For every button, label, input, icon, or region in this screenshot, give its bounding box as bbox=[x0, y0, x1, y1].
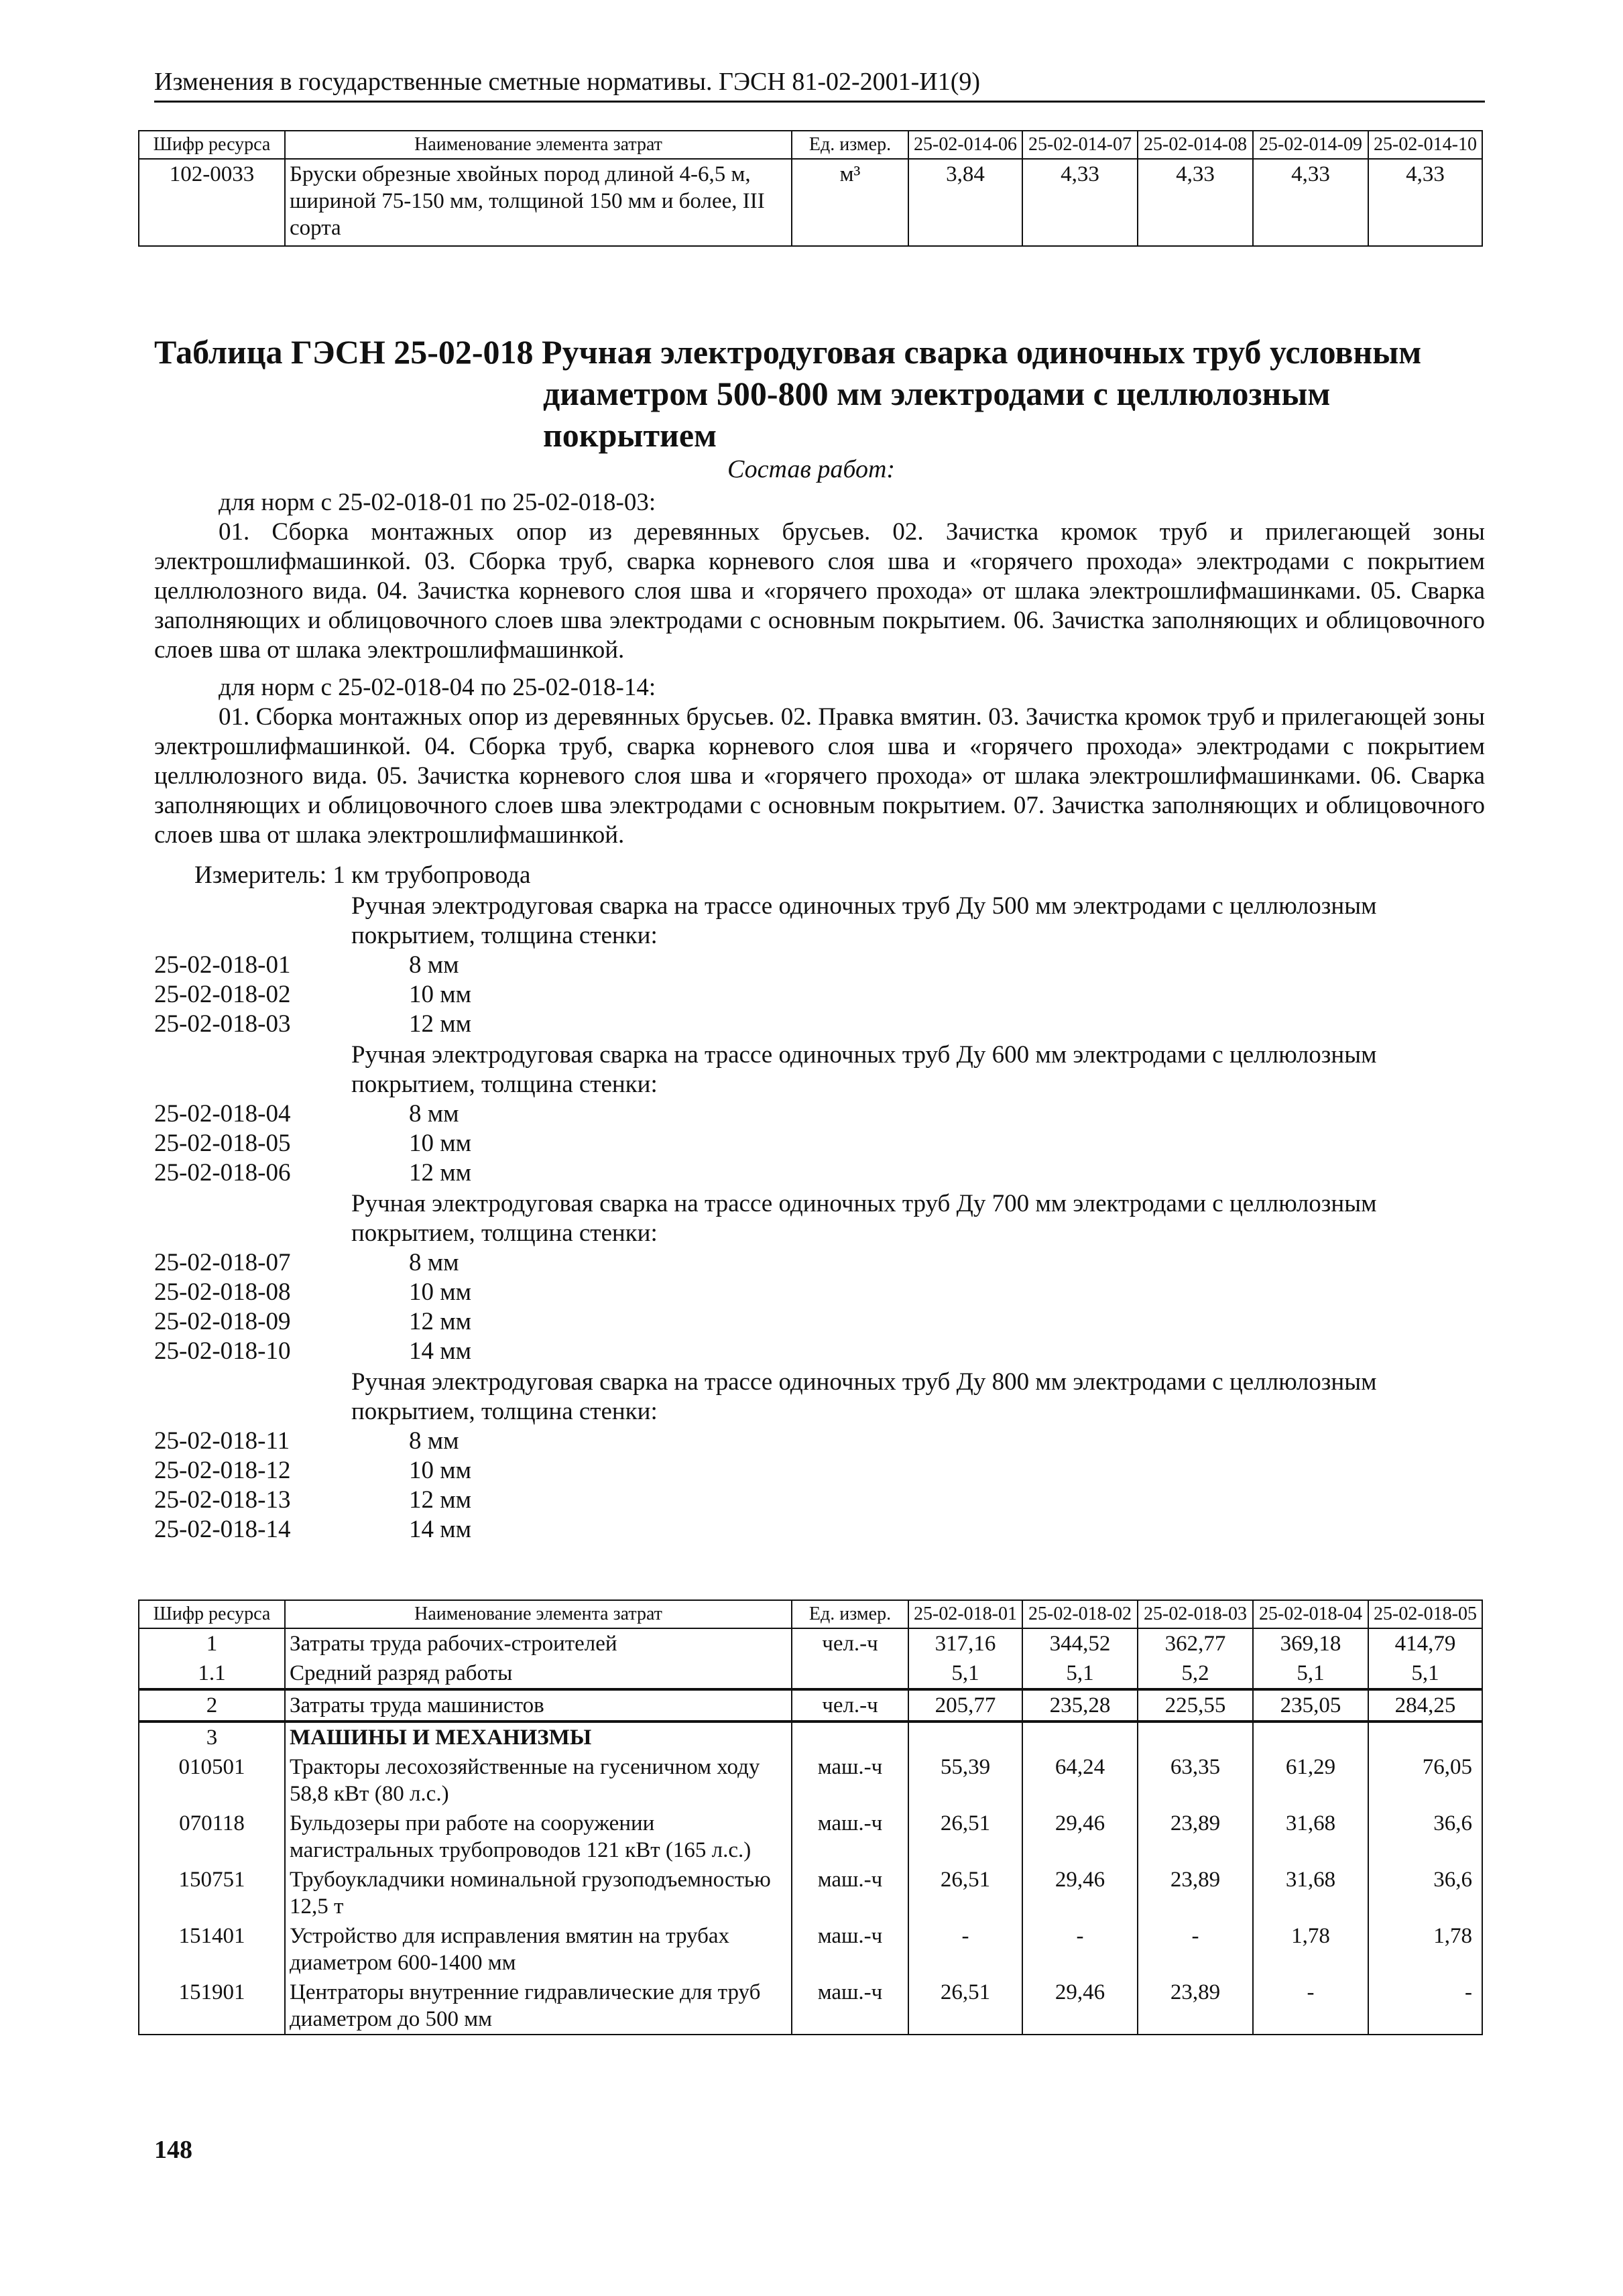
cell-name: Центраторы внутренние гидравлические для труб диаметром до 500 мм bbox=[285, 1978, 792, 2035]
cell-value bbox=[1022, 1721, 1138, 1752]
header-code: Шифр ресурса bbox=[139, 131, 285, 159]
operations-text-1 bbox=[154, 518, 1485, 665]
cell-code: 102-0033 bbox=[139, 159, 285, 246]
section-title-line2: диаметром 500-800 мм электродами с целлюлозным покрытием bbox=[543, 375, 1331, 454]
norm-value: 14 мм bbox=[409, 1516, 472, 1543]
cell-unit: маш.-ч bbox=[792, 1921, 908, 1978]
cell-value: 36,6 bbox=[1368, 1865, 1482, 1921]
cell-value: 205,77 bbox=[908, 1689, 1022, 1721]
norm-code: 25-02-018-08 bbox=[154, 1278, 291, 1306]
cell-value bbox=[1138, 1721, 1253, 1752]
cell-name: Средний разряд работы bbox=[285, 1658, 792, 1689]
norm-item bbox=[154, 1307, 471, 1337]
norm-code: 25-02-018-10 bbox=[154, 1337, 291, 1365]
norm-value: 12 мм bbox=[409, 1308, 472, 1335]
table-header-row bbox=[139, 1600, 1482, 1628]
cell-value: 36,6 bbox=[1368, 1809, 1482, 1865]
group-description: Ручная электродуговая сварка на трассе одиночных труб Ду 600 мм электродами с целлюлозным покрытием, толщина стенки: bbox=[351, 1041, 1377, 1098]
group-description: Ручная электродуговая сварка на трассе одиночных труб Ду 700 мм электродами с целлюлозным покрытием, толщина стенки: bbox=[351, 1190, 1377, 1247]
operations-text-2 bbox=[154, 703, 1485, 850]
continuation-table bbox=[138, 130, 1483, 247]
norm-code: 25-02-018-01 bbox=[154, 951, 291, 979]
cell-code: 151401 bbox=[139, 1921, 285, 1978]
cell-code: 150751 bbox=[139, 1865, 285, 1921]
resource-table bbox=[138, 1599, 1483, 2035]
cell-unit bbox=[792, 1721, 908, 1752]
norm-value: 8 мм bbox=[409, 951, 459, 979]
norms-range-2: для норм с 25-02-018-04 по 25-02-018-14: bbox=[219, 674, 656, 701]
norm-item bbox=[154, 1486, 471, 1515]
cell-name: Трубоукладчики номинальной грузоподъемностью 12,5 т bbox=[285, 1865, 792, 1921]
norm-item bbox=[154, 1456, 471, 1486]
cell-name: Устройство для исправления вмятин на трубах диаметром 600-1400 мм bbox=[285, 1921, 792, 1978]
cell-name: Тракторы лесохозяйственные на гусеничном ходу 58,8 кВт (80 л.с.) bbox=[285, 1752, 792, 1809]
cell-value: 362,77 bbox=[1138, 1628, 1253, 1658]
cell-value: - bbox=[1022, 1921, 1138, 1978]
table-row bbox=[139, 1921, 1482, 1978]
cell-code: 070118 bbox=[139, 1809, 285, 1865]
cell-unit: маш.-ч bbox=[792, 1865, 908, 1921]
cell-value: 5,1 bbox=[1022, 1658, 1138, 1689]
cell-value: 5,1 bbox=[1253, 1658, 1368, 1689]
cell-value: 23,89 bbox=[1138, 1978, 1253, 2035]
cell-value: 1,78 bbox=[1368, 1921, 1482, 1978]
table-row bbox=[139, 1865, 1482, 1921]
norm-value: 14 мм bbox=[409, 1337, 472, 1365]
norm-code: 25-02-018-12 bbox=[154, 1457, 291, 1484]
norm-value: 10 мм bbox=[409, 981, 472, 1008]
cell-value bbox=[1368, 1721, 1482, 1752]
cell-value: 344,52 bbox=[1022, 1628, 1138, 1658]
header-norm: 25-02-014-09 bbox=[1253, 131, 1368, 159]
section-title-line1: Таблица ГЭСН 25-02-018 Ручная электродуговая сварка одиночных труб условным bbox=[154, 333, 1422, 371]
header-code: Шифр ресурса bbox=[139, 1600, 285, 1628]
norm-value: 8 мм bbox=[409, 1249, 459, 1276]
norm-item bbox=[154, 1129, 471, 1158]
norms-range-1: для норм с 25-02-018-01 по 25-02-018-03: bbox=[219, 489, 656, 516]
norm-item bbox=[154, 1010, 471, 1039]
norm-code: 25-02-018-14 bbox=[154, 1516, 291, 1543]
header-name: Наименование элемента затрат bbox=[285, 1600, 792, 1628]
cell-value: - bbox=[908, 1921, 1022, 1978]
header-unit: Ед. измер. bbox=[792, 1600, 908, 1628]
cell-code: 1 bbox=[139, 1628, 285, 1658]
cell-name: МАШИНЫ И МЕХАНИЗМЫ bbox=[285, 1721, 792, 1752]
cell-value: 414,79 bbox=[1368, 1628, 1482, 1658]
cell-unit: чел.-ч bbox=[792, 1689, 908, 1721]
group-description: Ручная электродуговая сварка на трассе одиночных труб Ду 800 мм электродами с целлюлозным покрытием, толщина стенки: bbox=[351, 1368, 1377, 1425]
norm-value: 12 мм bbox=[409, 1486, 472, 1514]
norm-code: 25-02-018-03 bbox=[154, 1010, 291, 1038]
norm-code: 25-02-018-09 bbox=[154, 1308, 291, 1335]
norm-value: 10 мм bbox=[409, 1278, 472, 1306]
header-norm: 25-02-018-01 bbox=[908, 1600, 1022, 1628]
table-row bbox=[139, 1752, 1482, 1809]
table-row bbox=[139, 1658, 1482, 1689]
cell-code: 1.1 bbox=[139, 1658, 285, 1689]
cell-value: 235,05 bbox=[1253, 1689, 1368, 1721]
norm-item bbox=[154, 1248, 459, 1278]
cell-value: 5,2 bbox=[1138, 1658, 1253, 1689]
cell-value: 4,33 bbox=[1138, 159, 1253, 246]
cell-value: - bbox=[1253, 1978, 1368, 2035]
cell-value: 5,1 bbox=[1368, 1658, 1482, 1689]
header-norm: 25-02-018-03 bbox=[1138, 1600, 1253, 1628]
group-description: Ручная электродуговая сварка на трассе одиночных труб Ду 500 мм электродами с целлюлозным покрытием, толщина стенки: bbox=[351, 892, 1377, 949]
cell-value: 23,89 bbox=[1138, 1809, 1253, 1865]
cell-code: 2 bbox=[139, 1689, 285, 1721]
cell-value: - bbox=[1368, 1978, 1482, 2035]
norm-item bbox=[154, 951, 459, 980]
cell-value: 31,68 bbox=[1253, 1809, 1368, 1865]
cell-name: Бруски обрезные хвойных пород длиной 4-6,5 м, шириной 75-150 мм, толщиной 150 мм и более, III сорта bbox=[285, 159, 792, 246]
header-norm: 25-02-018-05 bbox=[1368, 1600, 1482, 1628]
norm-value: 10 мм bbox=[409, 1130, 472, 1157]
norm-code: 25-02-018-05 bbox=[154, 1130, 291, 1157]
table-header-row bbox=[139, 131, 1482, 159]
cell-value: 4,33 bbox=[1022, 159, 1138, 246]
header-unit: Ед. измер. bbox=[792, 131, 908, 159]
cell-value: 76,05 bbox=[1368, 1752, 1482, 1809]
cell-code: 010501 bbox=[139, 1752, 285, 1809]
operations-list-1: 01. Сборка монтажных опор из деревянных брусьев. 02. Зачистка кромок труб и прилегающей зоны электрошлифмашинкой. 03. Сборка труб, сварка корневого слоя шва и «горячего прохода» электродами с покрытием целлюлозного вида. 04. Зачистка корневого слоя шва и «горячего прохода» от шлака электрошлифмашинками. 05. Сварка заполняющих и облицовочного слоев шва электродами с основным покрытием. 06. Зачистка заполняющих и облицовочного слоев шва от шлака электрошлифмашинкой. bbox=[154, 518, 1485, 664]
norm-code: 25-02-018-04 bbox=[154, 1100, 291, 1128]
operations-list-2: 01. Сборка монтажных опор из деревянных брусьев. 02. Правка вмятин. 03. Зачистка кромок труб и прилегающей зоны электрошлифмашинкой. 04. Сборка труб, сварка корневого слоя шва и «горячего прохода» электродами с покрытием целлюлозного вида. 05. Зачистка корневого слоя шва и «горячего прохода» от шлака электрошлифмашинками. 06. Сварка заполняющих и облицовочного слоев шва электродами с основным покрытием. 07. Зачистка заполняющих и облицовочного слоев шва от шлака электрошлифмашинкой. bbox=[154, 703, 1485, 849]
cell-unit: маш.-ч bbox=[792, 1809, 908, 1865]
header-norm: 25-02-018-02 bbox=[1022, 1600, 1138, 1628]
cell-value: 1,78 bbox=[1253, 1921, 1368, 1978]
cell-unit bbox=[792, 1658, 908, 1689]
cell-value: 3,84 bbox=[908, 159, 1022, 246]
norm-item bbox=[154, 1515, 471, 1545]
table-row bbox=[139, 1689, 1482, 1721]
cell-unit: чел.-ч bbox=[792, 1628, 908, 1658]
norm-code: 25-02-018-07 bbox=[154, 1249, 291, 1276]
cell-value: 4,33 bbox=[1368, 159, 1482, 246]
composition-label: Состав работ: bbox=[727, 455, 896, 483]
cell-value: 369,18 bbox=[1253, 1628, 1368, 1658]
cell-value: 284,25 bbox=[1368, 1689, 1482, 1721]
norm-code: 25-02-018-11 bbox=[154, 1427, 290, 1455]
page-header-title: Изменения в государственные сметные нормативы. ГЭСН 81-02-2001-И1(9) bbox=[154, 68, 981, 96]
cell-value: - bbox=[1138, 1921, 1253, 1978]
norm-value: 12 мм bbox=[409, 1159, 472, 1187]
norm-item bbox=[154, 1158, 471, 1188]
norm-value: 8 мм bbox=[409, 1100, 459, 1128]
cell-value: 29,46 bbox=[1022, 1978, 1138, 2035]
norm-value: 8 мм bbox=[409, 1427, 459, 1455]
norm-code: 25-02-018-06 bbox=[154, 1159, 291, 1187]
header-name: Наименование элемента затрат bbox=[285, 131, 792, 159]
measure-unit: Измеритель: 1 км трубопровода bbox=[194, 861, 531, 889]
norm-item bbox=[154, 1427, 459, 1456]
table-row bbox=[139, 1978, 1482, 2035]
cell-value: 26,51 bbox=[908, 1809, 1022, 1865]
cell-value: 61,29 bbox=[1253, 1752, 1368, 1809]
cell-name: Затраты труда машинистов bbox=[285, 1689, 792, 1721]
table-row bbox=[139, 159, 1482, 246]
cell-value: 4,33 bbox=[1253, 159, 1368, 246]
norm-item bbox=[154, 1337, 471, 1366]
cell-value: 55,39 bbox=[908, 1752, 1022, 1809]
cell-value: 26,51 bbox=[908, 1978, 1022, 2035]
cell-value: 26,51 bbox=[908, 1865, 1022, 1921]
cell-code: 151901 bbox=[139, 1978, 285, 2035]
cell-name: Бульдозеры при работе на сооружении магистральных трубопроводов 121 кВт (165 л.с.) bbox=[285, 1809, 792, 1865]
page-number: 148 bbox=[154, 2136, 192, 2164]
norm-item bbox=[154, 1099, 459, 1129]
header-norm: 25-02-014-06 bbox=[908, 131, 1022, 159]
cell-value: 29,46 bbox=[1022, 1865, 1138, 1921]
norm-item bbox=[154, 1278, 471, 1307]
cell-unit: м³ bbox=[792, 159, 908, 246]
header-norm: 25-02-014-08 bbox=[1138, 131, 1253, 159]
cell-value: 23,89 bbox=[1138, 1865, 1253, 1921]
cell-value bbox=[1253, 1721, 1368, 1752]
header-norm: 25-02-014-10 bbox=[1368, 131, 1482, 159]
cell-value: 235,28 bbox=[1022, 1689, 1138, 1721]
header-rule bbox=[154, 101, 1485, 103]
norm-code: 25-02-018-13 bbox=[154, 1486, 291, 1514]
cell-value: 29,46 bbox=[1022, 1809, 1138, 1865]
header-norm: 25-02-014-07 bbox=[1022, 131, 1138, 159]
cell-value: 317,16 bbox=[908, 1628, 1022, 1658]
norm-value: 12 мм bbox=[409, 1010, 472, 1038]
table-row bbox=[139, 1721, 1482, 1752]
cell-value: 225,55 bbox=[1138, 1689, 1253, 1721]
cell-unit: маш.-ч bbox=[792, 1978, 908, 2035]
cell-unit: маш.-ч bbox=[792, 1752, 908, 1809]
header-norm: 25-02-018-04 bbox=[1253, 1600, 1368, 1628]
cell-name: Затраты труда рабочих-строителей bbox=[285, 1628, 792, 1658]
norm-value: 10 мм bbox=[409, 1457, 472, 1484]
cell-value: 31,68 bbox=[1253, 1865, 1368, 1921]
cell-value bbox=[908, 1721, 1022, 1752]
cell-value: 63,35 bbox=[1138, 1752, 1253, 1809]
table-row bbox=[139, 1628, 1482, 1658]
norm-item bbox=[154, 980, 471, 1010]
cell-code: 3 bbox=[139, 1721, 285, 1752]
norm-code: 25-02-018-02 bbox=[154, 981, 291, 1008]
cell-value: 5,1 bbox=[908, 1658, 1022, 1689]
table-row bbox=[139, 1809, 1482, 1865]
cell-value: 64,24 bbox=[1022, 1752, 1138, 1809]
section-title bbox=[154, 331, 1482, 456]
